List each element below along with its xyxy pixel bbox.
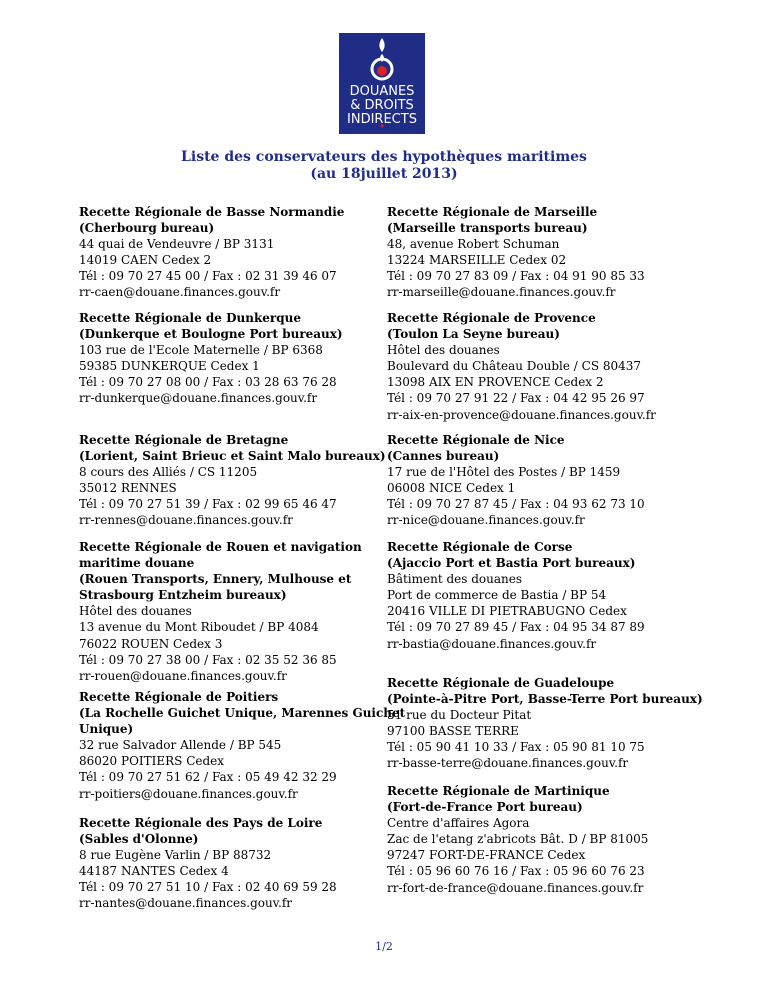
office-address-line: Boulevard du Château Double / CS 80437 <box>387 359 642 374</box>
office-address-line: 48, avenue Robert Schuman <box>387 237 560 252</box>
office-address-line: 32 rue Salvador Allende / BP 545 <box>79 738 282 753</box>
office-address-line: 44 quai de Vendeuvre / BP 3131 <box>79 237 275 252</box>
office-name: Recette Régionale de Nice <box>387 433 565 447</box>
left-office-entry <box>79 815 337 912</box>
office-phone: Tél : 09 70 27 45 00 / Fax : 02 31 39 46 07 <box>79 269 337 284</box>
left-office-entry <box>79 432 386 529</box>
office-email: rr-fort-de-france@douane.finances.gouv.fr <box>387 880 644 895</box>
office-detail-bold: (Rouen Transports, Ennery, Mulhouse et <box>79 572 352 587</box>
office-address-line: Bâtiment des douanes <box>387 572 523 587</box>
office-phone: Tél : 09 70 27 51 39 / Fax : 02 99 65 46 47 <box>79 497 337 512</box>
office-name: Recette Régionale de Guadeloupe <box>387 676 615 690</box>
office-address-line: 13 avenue du Mont Riboudet / BP 4084 <box>79 620 319 635</box>
office-email: rr-caen@douane.finances.gouv.fr <box>79 285 281 300</box>
office-detail-bold: (Toulon La Seyne bureau) <box>387 327 560 342</box>
office-address-line: 35012 RENNES <box>79 481 177 496</box>
office-address-line: 13224 MARSEILLE Cedex 02 <box>387 253 567 268</box>
office-phone: Tél : 05 96 60 76 16 / Fax : 05 96 60 76 23 <box>387 864 645 879</box>
office-detail-bold: (Fort-de-France Port bureau) <box>387 800 583 815</box>
office-email: rr-poitiers@douane.finances.gouv.fr <box>79 786 298 801</box>
office-name: Recette Régionale des Pays de Loire <box>79 816 323 830</box>
office-address-line: 86020 POITIERS Cedex <box>79 754 225 769</box>
office-name: Recette Régionale de Rouen et navigation <box>79 540 362 554</box>
office-phone: Tél : 09 70 27 38 00 / Fax : 02 35 52 36 85 <box>79 652 337 667</box>
office-address-line: 76022 ROUEN Cedex 3 <box>79 636 223 651</box>
office-phone: Tél : 09 70 27 08 00 / Fax : 03 28 63 76 28 <box>79 375 337 390</box>
office-phone: Tél : 09 70 27 83 09 / Fax : 04 91 90 85 33 <box>387 269 645 284</box>
office-address-line: 97100 BASSE TERRE <box>387 724 519 739</box>
office-email: rr-basse-terre@douane.finances.gouv.fr <box>387 756 629 771</box>
office-address-line: Zac de l'etang z'abricots Bât. D / BP 81005 <box>387 832 649 847</box>
left-office-entry <box>79 689 405 802</box>
office-phone: Tél : 09 70 27 51 62 / Fax : 05 49 42 32 29 <box>79 770 337 785</box>
right-office-entry <box>387 539 645 652</box>
page-title: Liste des conservateurs des hypothèques maritimes <box>181 149 587 165</box>
office-phone: Tél : 09 70 27 87 45 / Fax : 04 93 62 73 10 <box>387 497 645 512</box>
office-phone: Tél : 09 70 27 91 22 / Fax : 04 42 95 26 97 <box>387 391 645 406</box>
right-office-entry <box>387 783 648 896</box>
office-address-line: 8 rue Eugène Varlin / BP 88732 <box>79 848 272 863</box>
office-address-line: 103 rue de l'Ecole Maternelle / BP 6368 <box>79 343 323 358</box>
office-address-line: 13098 AIX EN PROVENCE Cedex 2 <box>387 375 604 390</box>
office-name: Recette Régionale de Dunkerque <box>79 311 301 325</box>
office-phone: Tél : 05 90 41 10 33 / Fax : 05 90 81 10 75 <box>387 740 645 755</box>
left-office-entry <box>79 539 362 684</box>
office-email: rr-rennes@douane.finances.gouv.fr <box>79 513 293 528</box>
logo-line-1: DOUANES <box>349 84 415 99</box>
office-detail-bold: (La Rochelle Guichet Unique, Marennes Guichet <box>79 706 406 721</box>
office-name: Recette Régionale de Bretagne <box>79 433 289 447</box>
office-address-line: 14019 CAEN Cedex 2 <box>79 253 212 268</box>
office-address-line: Centre d'affaires Agora <box>387 816 530 831</box>
office-address-line: 20416 VILLE DI PIETRABUGNO Cedex <box>387 604 627 619</box>
office-address-line: Hôtel des douanes <box>79 604 192 619</box>
office-address-line: 06008 NICE Cedex 1 <box>387 481 516 496</box>
office-email: rr-dunkerque@douane.finances.gouv.fr <box>79 391 318 406</box>
office-email: rr-nice@douane.finances.gouv.fr <box>387 513 585 528</box>
douanes-logo <box>339 33 425 134</box>
office-address-line: 17 rue de l'Hôtel des Postes / BP 1459 <box>387 465 621 480</box>
office-email: rr-aix-en-provence@douane.finances.gouv.fr <box>387 407 656 422</box>
office-detail-bold: (Ajaccio Port et Bastia Port bureaux) <box>387 556 636 571</box>
office-address-line: 8 cours des Alliés / CS 11205 <box>79 465 258 480</box>
office-phone: Tél : 09 70 27 89 45 / Fax : 04 95 34 87 89 <box>387 620 645 635</box>
page-number: 1/2 <box>375 940 393 953</box>
office-name: Recette Régionale de Martinique <box>387 784 610 798</box>
office-detail-bold: Unique) <box>79 722 134 737</box>
office-name: Recette Régionale de Poitiers <box>79 690 279 704</box>
office-name: Recette Régionale de Provence <box>387 311 596 325</box>
logo-line-3: INDIRECTS <box>347 112 417 127</box>
office-address-line: Port de commerce de Bastia / BP 54 <box>387 588 607 603</box>
office-address-line: 51 rue du Docteur Pitat <box>387 708 532 723</box>
right-office-entry <box>387 310 656 423</box>
office-detail-bold: (Marseille transports bureau) <box>387 221 588 236</box>
office-detail-bold: (Cannes bureau) <box>387 449 500 464</box>
office-email: rr-nantes@douane.finances.gouv.fr <box>79 896 293 911</box>
page-subtitle: (au 18juillet 2013) <box>310 166 458 182</box>
right-office-entry <box>387 204 645 301</box>
right-office-entry <box>387 675 703 772</box>
office-name: Recette Régionale de Marseille <box>387 205 598 219</box>
office-detail-bold: (Dunkerque et Boulogne Port bureaux) <box>79 327 343 342</box>
logo-line-2: & DROITS <box>350 98 414 113</box>
left-office-entry <box>79 204 344 301</box>
office-name: Recette Régionale de Basse Normandie <box>79 205 345 219</box>
office-email: rr-marseille@douane.finances.gouv.fr <box>387 285 616 300</box>
office-detail-bold: Strasbourg Entzheim bureaux) <box>79 588 287 603</box>
office-address-line: 59385 DUNKERQUE Cedex 1 <box>79 359 260 374</box>
office-address-line: 97247 FORT-DE-FRANCE Cedex <box>387 848 586 863</box>
office-detail-bold: (Sables d'Olonne) <box>79 832 199 847</box>
left-office-entry <box>79 310 343 407</box>
office-detail-bold: (Cherbourg bureau) <box>79 221 215 236</box>
office-detail-bold: maritime douane <box>79 556 195 571</box>
office-name: Recette Régionale de Corse <box>387 540 573 554</box>
office-detail-bold: (Pointe-à-Pitre Port, Basse-Terre Port bureaux) <box>387 692 703 707</box>
office-email: rr-rouen@douane.finances.gouv.fr <box>79 668 287 683</box>
office-detail-bold: (Lorient, Saint Brieuc et Saint Malo bureaux) <box>79 449 386 464</box>
office-address-line: 44187 NANTES Cedex 4 <box>79 864 229 879</box>
office-email: rr-bastia@douane.finances.gouv.fr <box>387 636 597 651</box>
right-office-entry <box>387 432 645 529</box>
office-phone: Tél : 09 70 27 51 10 / Fax : 02 40 69 59 28 <box>79 880 337 895</box>
office-address-line: Hôtel des douanes <box>387 343 500 358</box>
